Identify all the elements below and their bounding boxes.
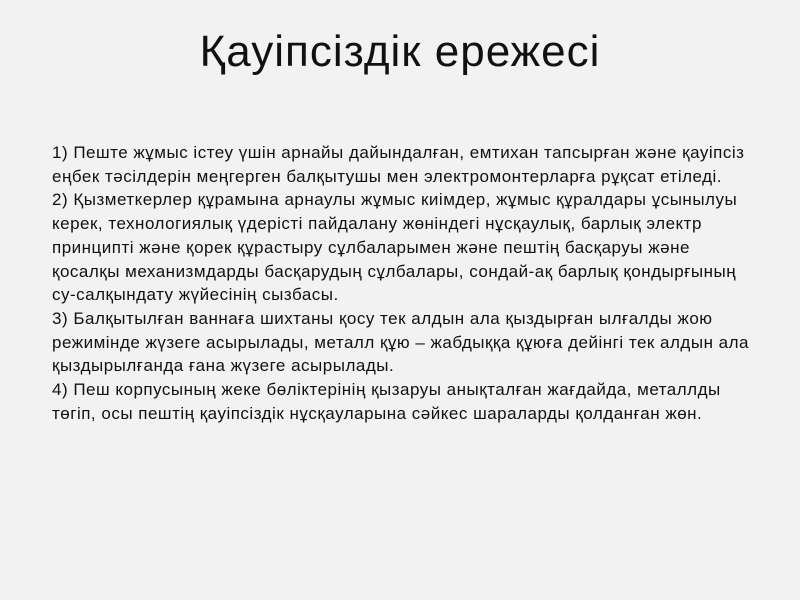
rule-item-1: 1) Пеште жұмыс істеу үшін арнайы дайындалған, емтихан тапсырған және қауіпсіз еңбек тәсілдерін меңгерген балқытушы мен электромонтерларға рұқсат етіледі. — [52, 143, 745, 186]
rule-item-4: 4) Пеш корпусының жеке бөліктерінің қызаруы анықталған жағдайда, металлды төгіп, осы пештің қауіпсіздік нұсқауларына сәйкес шараларды қолданған жөн. — [52, 380, 721, 423]
rules-list — [52, 141, 752, 425]
rule-item-2: 2) Қызметкерлер құрамына арнаулы жұмыс киімдер, жұмыс құралдары ұсынылуы керек, технологиялық үдерісті пайдалану жөніндегі нұсқаулық, барлық электр принципті және қорек құрастыру сұлбаларымен және пештің басқаруы және қосалқы механизмдарды басқарудың сұлбалары, сондай-ақ барлық қондырғының су-салқындату жүйесінің сызбасы. — [52, 190, 738, 305]
rule-item-3: 3) Балқытылған ваннаға шихтаны қосу тек алдын ала қыздырған ылғалды жою режимінде жүзеге асырылады, металл құю – жабдыққа құюға дейінгі тек алдын ала қыздырылғанда ғана жүзеге асырылады. — [52, 308, 750, 376]
slide-title: Қауіпсіздік ережесі — [199, 27, 601, 76]
